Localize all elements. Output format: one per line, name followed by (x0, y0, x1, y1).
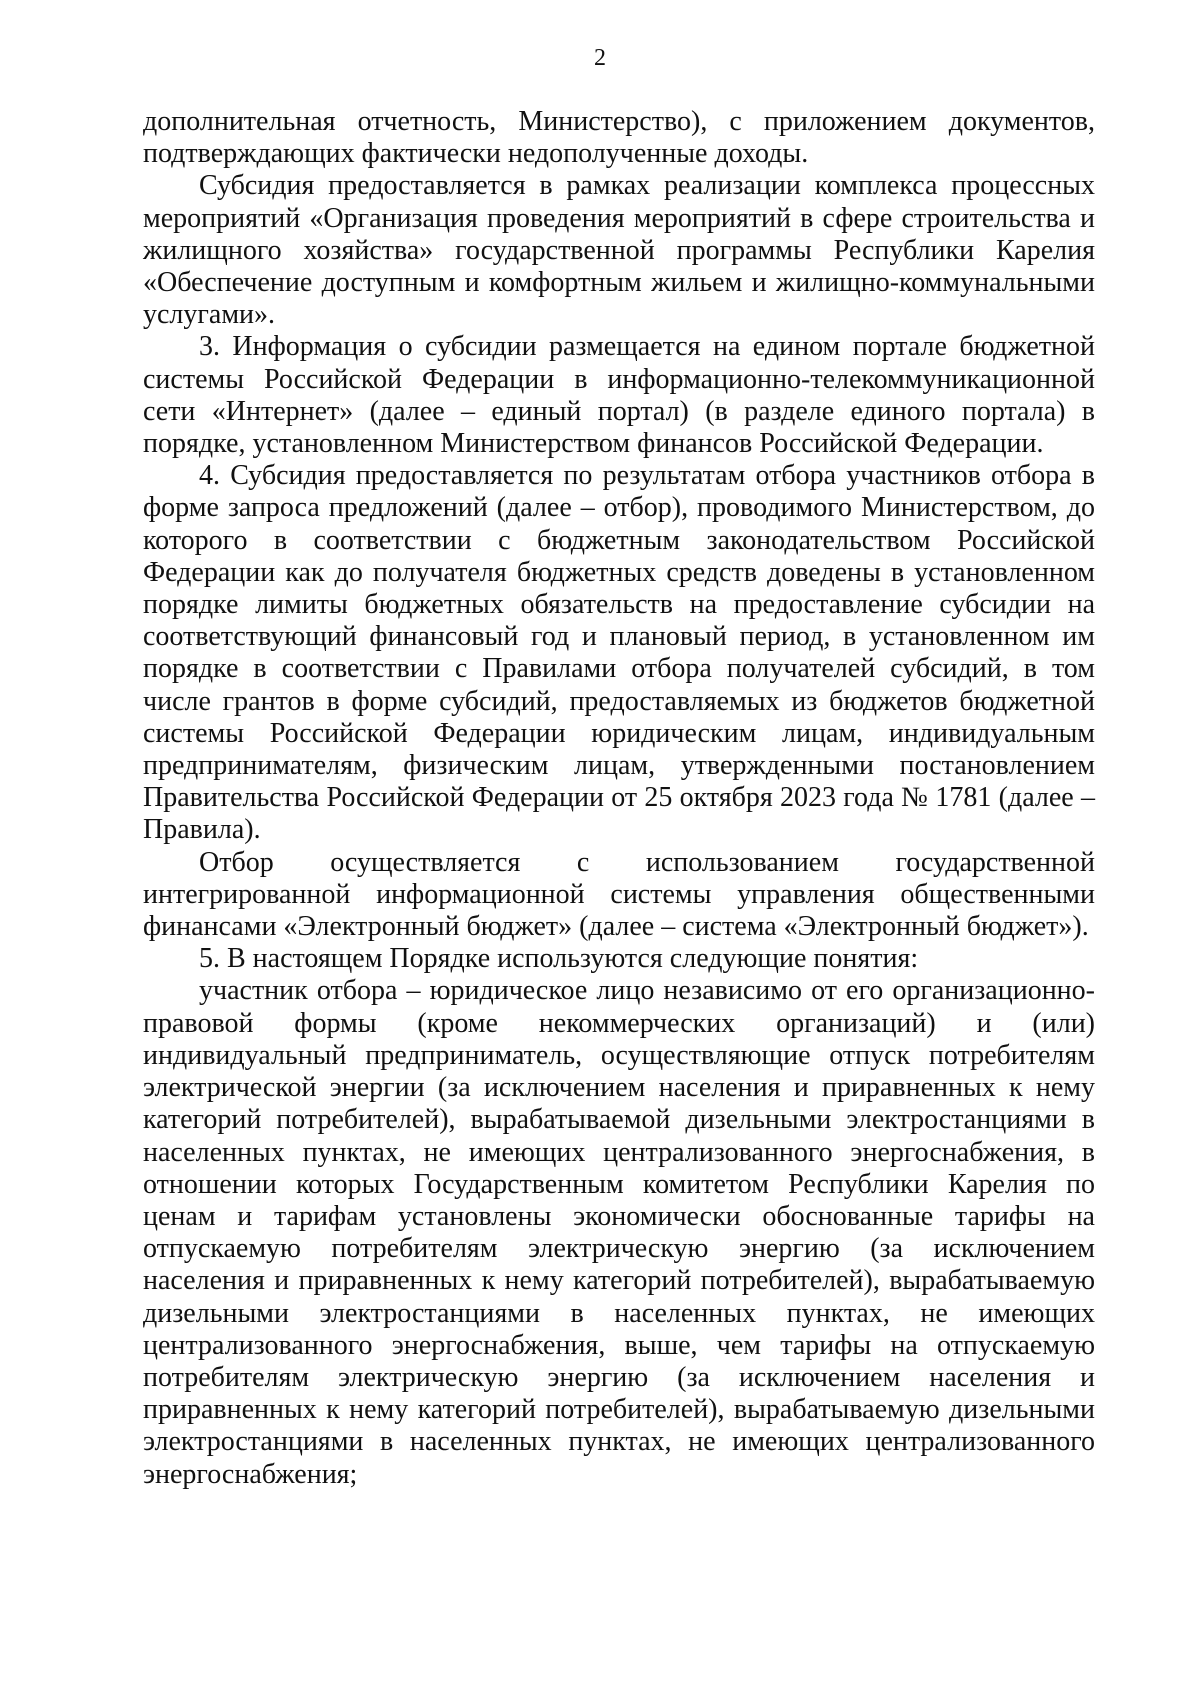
paragraph-selection-system: Отбор осуществляется с использованием государственной интегрированной информационной системы управления общественными финансами «Электронный бюджет» (далее – система «Электронный бюджет»). (143, 846, 1095, 943)
paragraph-3-information: 3. Информация о субсидии размещается на едином портале бюджетной системы Российской Федерации в информационно-телекоммуникационной сети «Интернет» (далее – единый портал) (в разделе единого портала) в порядке, установленном Министерством финансов Российской Федерации. (143, 331, 1095, 460)
paragraph-4-selection: 4. Субсидия предоставляется по результатам отбора участников отбора в форме запроса предложений (далее – отбор), проводимого Министерством, до которого в соответствии с бюджетным законодательством Российской Федерации как до получателя бюджетных средств доведены в установленном порядке лимиты бюджетных обязательств на предоставление субсидии на соответствующий финансовый год и плановый период, в установленном им порядке в соответствии с Правилами отбора получателей субсидий, в том числе грантов в форме субсидий, предоставляемых из бюджетов бюджетной системы Российской Федерации юридическим лицам, индивидуальным предпринимателям, физическим лицам, утвержденными постановлением Правительства Российской Федерации от 25 октября 2023 года № 1781 (далее – Правила). (143, 460, 1095, 846)
page-number: 2 (594, 45, 606, 71)
paragraph-participant-definition: участник отбора – юридическое лицо независимо от его организационно-правовой формы (кроме некоммерческих организаций) и (или) индивидуальный предприниматель, осуществляющие отпуск потребителям электрической энергии (за исключением населения и приравненных к нему категорий потребителей), вырабатываемой дизельными электростанциями в населенных пунктах, не имеющих централизованного энергоснабжения, в отношении которых Государственным комитетом Республики Карелия по ценам и тарифам установлены экономически обоснованные тарифы на отпускаемую потребителям электрическую энергию (за исключением населения и приравненных к нему категорий потребителей), вырабатываемую дизельными электростанциями в населенных пунктах, не имеющих централизованного энергоснабжения, выше, чем тарифы на отпускаемую потребителям электрическую энергию (за исключением населения и приравненных к нему категорий потребителей), вырабатываемую дизельными электростанциями в населенных пунктах, не имеющих централизованного энергоснабжения; (143, 975, 1095, 1490)
paragraph-5-concepts: 5. В настоящем Порядке используются следующие понятия: (199, 943, 919, 975)
document-body (143, 106, 1095, 1491)
paragraph-subsidy-program: Субсидия предоставляется в рамках реализации комплекса процессных мероприятий «Организация проведения мероприятий в сфере строительства и жилищного хозяйства» государственной программы Республики Карелия «Обеспечение доступным и комфортным жильем и жилищно-коммунальными услугами». (143, 170, 1095, 331)
paragraph-continuation: дополнительная отчетность, Министерство), с приложением документов, подтверждающих фактически недополученные доходы. (143, 106, 1095, 170)
